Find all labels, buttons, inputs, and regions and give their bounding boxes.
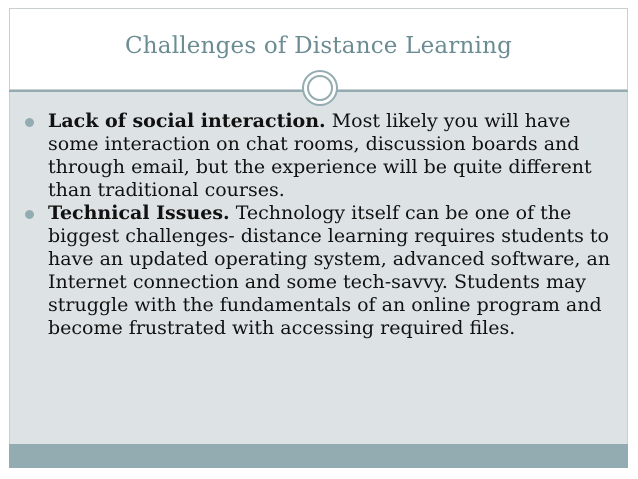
dot-bullet-icon: [25, 118, 34, 127]
bullet-text: Technology itself can be one of the biggest challenges- distance learning requires students to have an updated operating system, advanced software, an Internet connection and some tech-savvy. Students may struggle with the fundamentals of an online program and become frustrated with accessing required files.: [48, 202, 611, 339]
double-ring-icon: [302, 70, 338, 106]
bullet-heading: Lack of social interaction.: [48, 110, 326, 132]
bullet-text: Most likely you will have some interaction on chat rooms, discussion boards and through email, but the experience will be quite different than traditional courses.: [48, 110, 592, 201]
bullet-item-social-interaction: [25, 110, 615, 202]
slide-title: Challenges of Distance Learning: [124, 33, 513, 59]
bullet-item-technical-issues: [25, 202, 615, 340]
footer-bar: [9, 444, 628, 468]
bullet-list: [25, 110, 615, 340]
bullet-heading: Technical Issues.: [48, 202, 230, 224]
dot-bullet-icon: [25, 210, 34, 219]
